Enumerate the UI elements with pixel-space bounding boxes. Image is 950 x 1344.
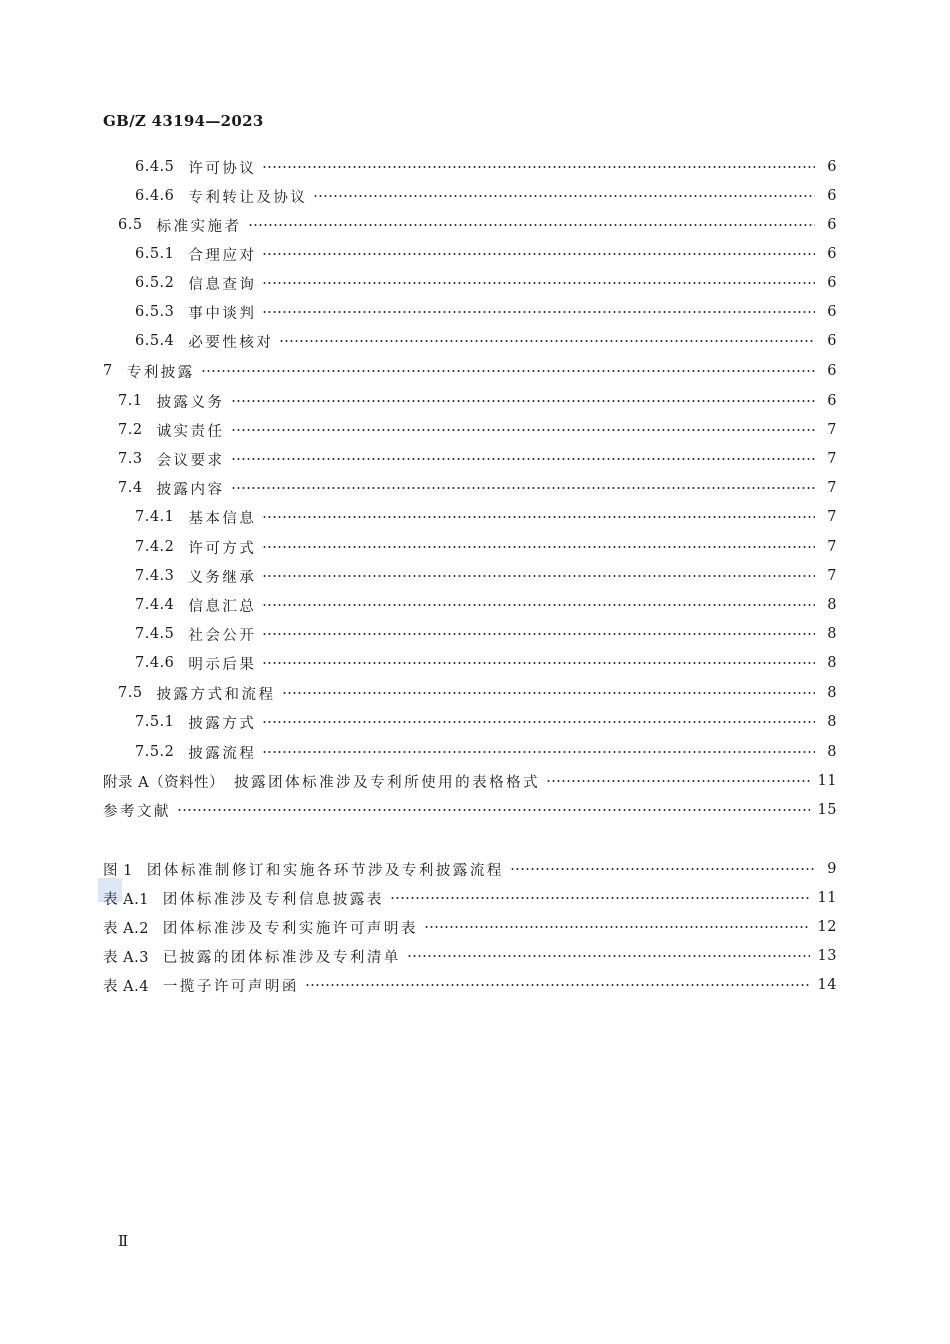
dot-leader <box>262 543 815 551</box>
toc-entry-page: 8 <box>827 744 837 760</box>
toc-entry-page: 8 <box>827 655 837 671</box>
dot-leader <box>313 192 815 200</box>
toc-entry-title: 会议要求 <box>156 452 225 469</box>
toc-entry-7-4-4[interactable] <box>135 594 837 616</box>
toc-entry-6-4-5[interactable] <box>135 156 837 178</box>
figure-entry-1[interactable] <box>103 858 837 880</box>
toc-entry-7[interactable] <box>103 360 837 382</box>
dot-leader <box>262 718 815 726</box>
toc-entry-page: 7 <box>827 422 837 438</box>
table-entry-title: 团体标准涉及专利信息披露表 <box>162 891 384 908</box>
dot-leader <box>407 952 810 960</box>
toc-entry-number: 7.3 <box>118 451 143 467</box>
dot-leader <box>231 455 815 463</box>
toc-entry-page: 7 <box>827 480 837 496</box>
dot-leader <box>282 689 815 697</box>
toc-entry-title: 义务继承 <box>188 569 257 586</box>
toc-entry-number: 7.4.6 <box>135 655 175 671</box>
table-entry-number: 表 A.1 <box>103 891 149 908</box>
toc-entry-6-5-2[interactable] <box>135 272 837 294</box>
toc-entry-number: 6.4.5 <box>135 159 175 175</box>
toc-entry-page: 7 <box>827 451 837 467</box>
toc-entry-title: 许可方式 <box>188 540 257 557</box>
table-entry-page: 12 <box>817 919 837 935</box>
toc-entry-page: 7 <box>827 568 837 584</box>
toc-entry-7-4-5[interactable] <box>135 623 837 645</box>
dot-leader <box>231 484 815 492</box>
table-entry-number: 表 A.3 <box>103 949 149 966</box>
dot-leader <box>424 923 810 931</box>
dot-leader <box>510 865 815 873</box>
table-entry-number: 表 A.4 <box>103 978 149 995</box>
toc-entry-7-4[interactable] <box>118 477 837 499</box>
toc-entry-6-4-6[interactable] <box>135 185 837 207</box>
toc-entry-number: 6.4.6 <box>135 188 175 204</box>
dot-leader <box>305 981 810 989</box>
dot-leader <box>262 659 815 667</box>
toc-entry-page: 6 <box>827 159 837 175</box>
toc-entry-number: 7 <box>103 363 113 379</box>
table-entry-title: 一揽子许可声明函 <box>162 978 299 995</box>
toc-entry-number: 附录 A（资料性） <box>103 774 225 791</box>
toc-entry-number: 7.2 <box>118 422 143 438</box>
toc-entry-number: 7.5.2 <box>135 744 175 760</box>
toc-entry-number: 7.5.1 <box>135 714 175 730</box>
toc-entry-page: 6 <box>827 217 837 233</box>
toc-entry-number: 7.4.4 <box>135 597 175 613</box>
toc-entry-title: 必要性核对 <box>188 334 274 351</box>
toc-entry-7-4-2[interactable] <box>135 536 837 558</box>
dot-leader <box>262 748 815 756</box>
toc-entry-number: 7.4.2 <box>135 539 175 555</box>
toc-entry-title: 标准实施者 <box>156 218 242 235</box>
toc-entry-number: 7.5 <box>118 685 143 701</box>
dot-leader <box>390 894 810 902</box>
toc-entry-title: 信息汇总 <box>188 598 257 615</box>
dot-leader <box>262 513 815 521</box>
dot-leader <box>262 308 815 316</box>
dot-leader <box>231 397 815 405</box>
table-entry-page: 13 <box>817 948 837 964</box>
figure-entry-page: 9 <box>827 861 837 877</box>
dot-leader <box>279 337 815 345</box>
toc-entry-page: 6 <box>827 363 837 379</box>
toc-entry-number: 7.4.1 <box>135 509 175 525</box>
dot-leader <box>262 250 815 258</box>
dot-leader <box>262 279 815 287</box>
dot-leader <box>546 777 809 785</box>
toc-entry-number: 6.5 <box>118 217 143 233</box>
toc-entry-title: 合理应对 <box>188 247 257 264</box>
table-entry-number: 表 A.2 <box>103 920 149 937</box>
toc-entry-number: 7.4.5 <box>135 626 175 642</box>
toc-entry-title: 披露流程 <box>188 745 257 762</box>
toc-entry-7-4-6[interactable] <box>135 652 837 674</box>
toc-entry-title: 专利转让及协议 <box>188 189 308 206</box>
toc-entry-title: 基本信息 <box>188 510 257 527</box>
toc-entry-7-5-1[interactable] <box>135 711 837 733</box>
dot-leader <box>262 601 815 609</box>
toc-entry-page: 8 <box>827 626 837 642</box>
toc-entry-title: 诚实责任 <box>156 423 225 440</box>
toc-entry-page: 6 <box>827 188 837 204</box>
table-entry-a4[interactable] <box>103 974 837 996</box>
toc-entry-title: 披露方式 <box>188 715 257 732</box>
table-entry-page: 14 <box>817 977 837 993</box>
toc-entry-7-4-1[interactable] <box>135 506 837 528</box>
toc-entry-7-5-2[interactable] <box>135 741 837 763</box>
table-entry-title: 已披露的团体标准涉及专利清单 <box>162 949 401 966</box>
dot-leader <box>262 163 815 171</box>
figure-entry-number: 图 1 <box>103 862 133 879</box>
toc-entry-title: 许可协议 <box>188 160 257 177</box>
dot-leader <box>262 630 815 638</box>
toc-entry-6-5-3[interactable] <box>135 301 837 323</box>
toc-entry-title: 明示后果 <box>188 656 257 673</box>
dot-leader <box>231 426 815 434</box>
toc-entry-page: 6 <box>827 333 837 349</box>
toc-entry-page: 8 <box>827 714 837 730</box>
toc-entry-7-2[interactable] <box>118 419 837 441</box>
toc-entry-page: 7 <box>827 509 837 525</box>
toc-entry-page: 6 <box>827 275 837 291</box>
toc-entry-title: 事中谈判 <box>188 305 257 322</box>
toc-entry-page: 6 <box>827 393 837 409</box>
toc-entry-number: 6.5.4 <box>135 333 175 349</box>
toc-entry-number: 7.4 <box>118 480 143 496</box>
figure-entry-title: 团体标准制修订和实施各环节涉及专利披露流程 <box>146 862 504 879</box>
toc-entry-7-3[interactable] <box>118 448 837 470</box>
toc-entry-number: 7.1 <box>118 393 143 409</box>
toc-entry-title: 社会公开 <box>188 627 257 644</box>
toc-entry-number: 6.5.1 <box>135 246 175 262</box>
toc-entry-7-4-3[interactable] <box>135 565 837 587</box>
toc-entry-title: 披露团体标准涉及专利所使用的表格格式 <box>234 774 541 791</box>
toc-entry-page: 15 <box>817 802 837 818</box>
toc-entry-page: 6 <box>827 304 837 320</box>
toc-entry-6-5-4[interactable] <box>135 330 837 352</box>
dot-leader <box>177 806 810 814</box>
table-entry-title: 团体标准涉及专利实施许可声明表 <box>162 920 418 937</box>
toc-entry-number: 6.5.3 <box>135 304 175 320</box>
table-entry-a2[interactable] <box>103 916 837 938</box>
toc-entry-7-1[interactable] <box>118 390 837 412</box>
toc-entry-page: 8 <box>827 597 837 613</box>
table-entry-a3[interactable] <box>103 945 837 967</box>
toc-entry-page: 7 <box>827 539 837 555</box>
toc-entry-appendix-a[interactable] <box>103 770 837 792</box>
toc-entry-title: 信息查询 <box>188 276 257 293</box>
toc-entry-number: 6.5.2 <box>135 275 175 291</box>
toc-entry-6-5-1[interactable] <box>135 243 837 265</box>
toc-entry-page: 6 <box>827 246 837 262</box>
toc-entry-title: 参考文献 <box>103 803 171 820</box>
standard-code-header: GB/Z 43194—2023 <box>103 112 264 130</box>
table-entry-a1[interactable] <box>103 887 837 909</box>
dot-leader <box>248 221 815 229</box>
toc-entry-references[interactable] <box>103 799 837 821</box>
toc-entry-title: 披露义务 <box>156 394 225 411</box>
toc-entry-title: 专利披露 <box>126 364 195 381</box>
dot-leader <box>262 572 815 580</box>
dot-leader <box>201 367 815 375</box>
toc-entry-6-5[interactable] <box>118 214 837 236</box>
toc-entry-number: 7.4.3 <box>135 568 175 584</box>
toc-entry-title: 披露内容 <box>156 481 225 498</box>
toc-entry-7-5[interactable] <box>118 682 837 704</box>
table-entry-page: 11 <box>817 890 837 906</box>
toc-entry-page: 8 <box>827 685 837 701</box>
page-number: Ⅱ <box>118 1232 129 1250</box>
toc-entry-page: 11 <box>817 773 837 789</box>
toc-entry-title: 披露方式和流程 <box>156 686 276 703</box>
